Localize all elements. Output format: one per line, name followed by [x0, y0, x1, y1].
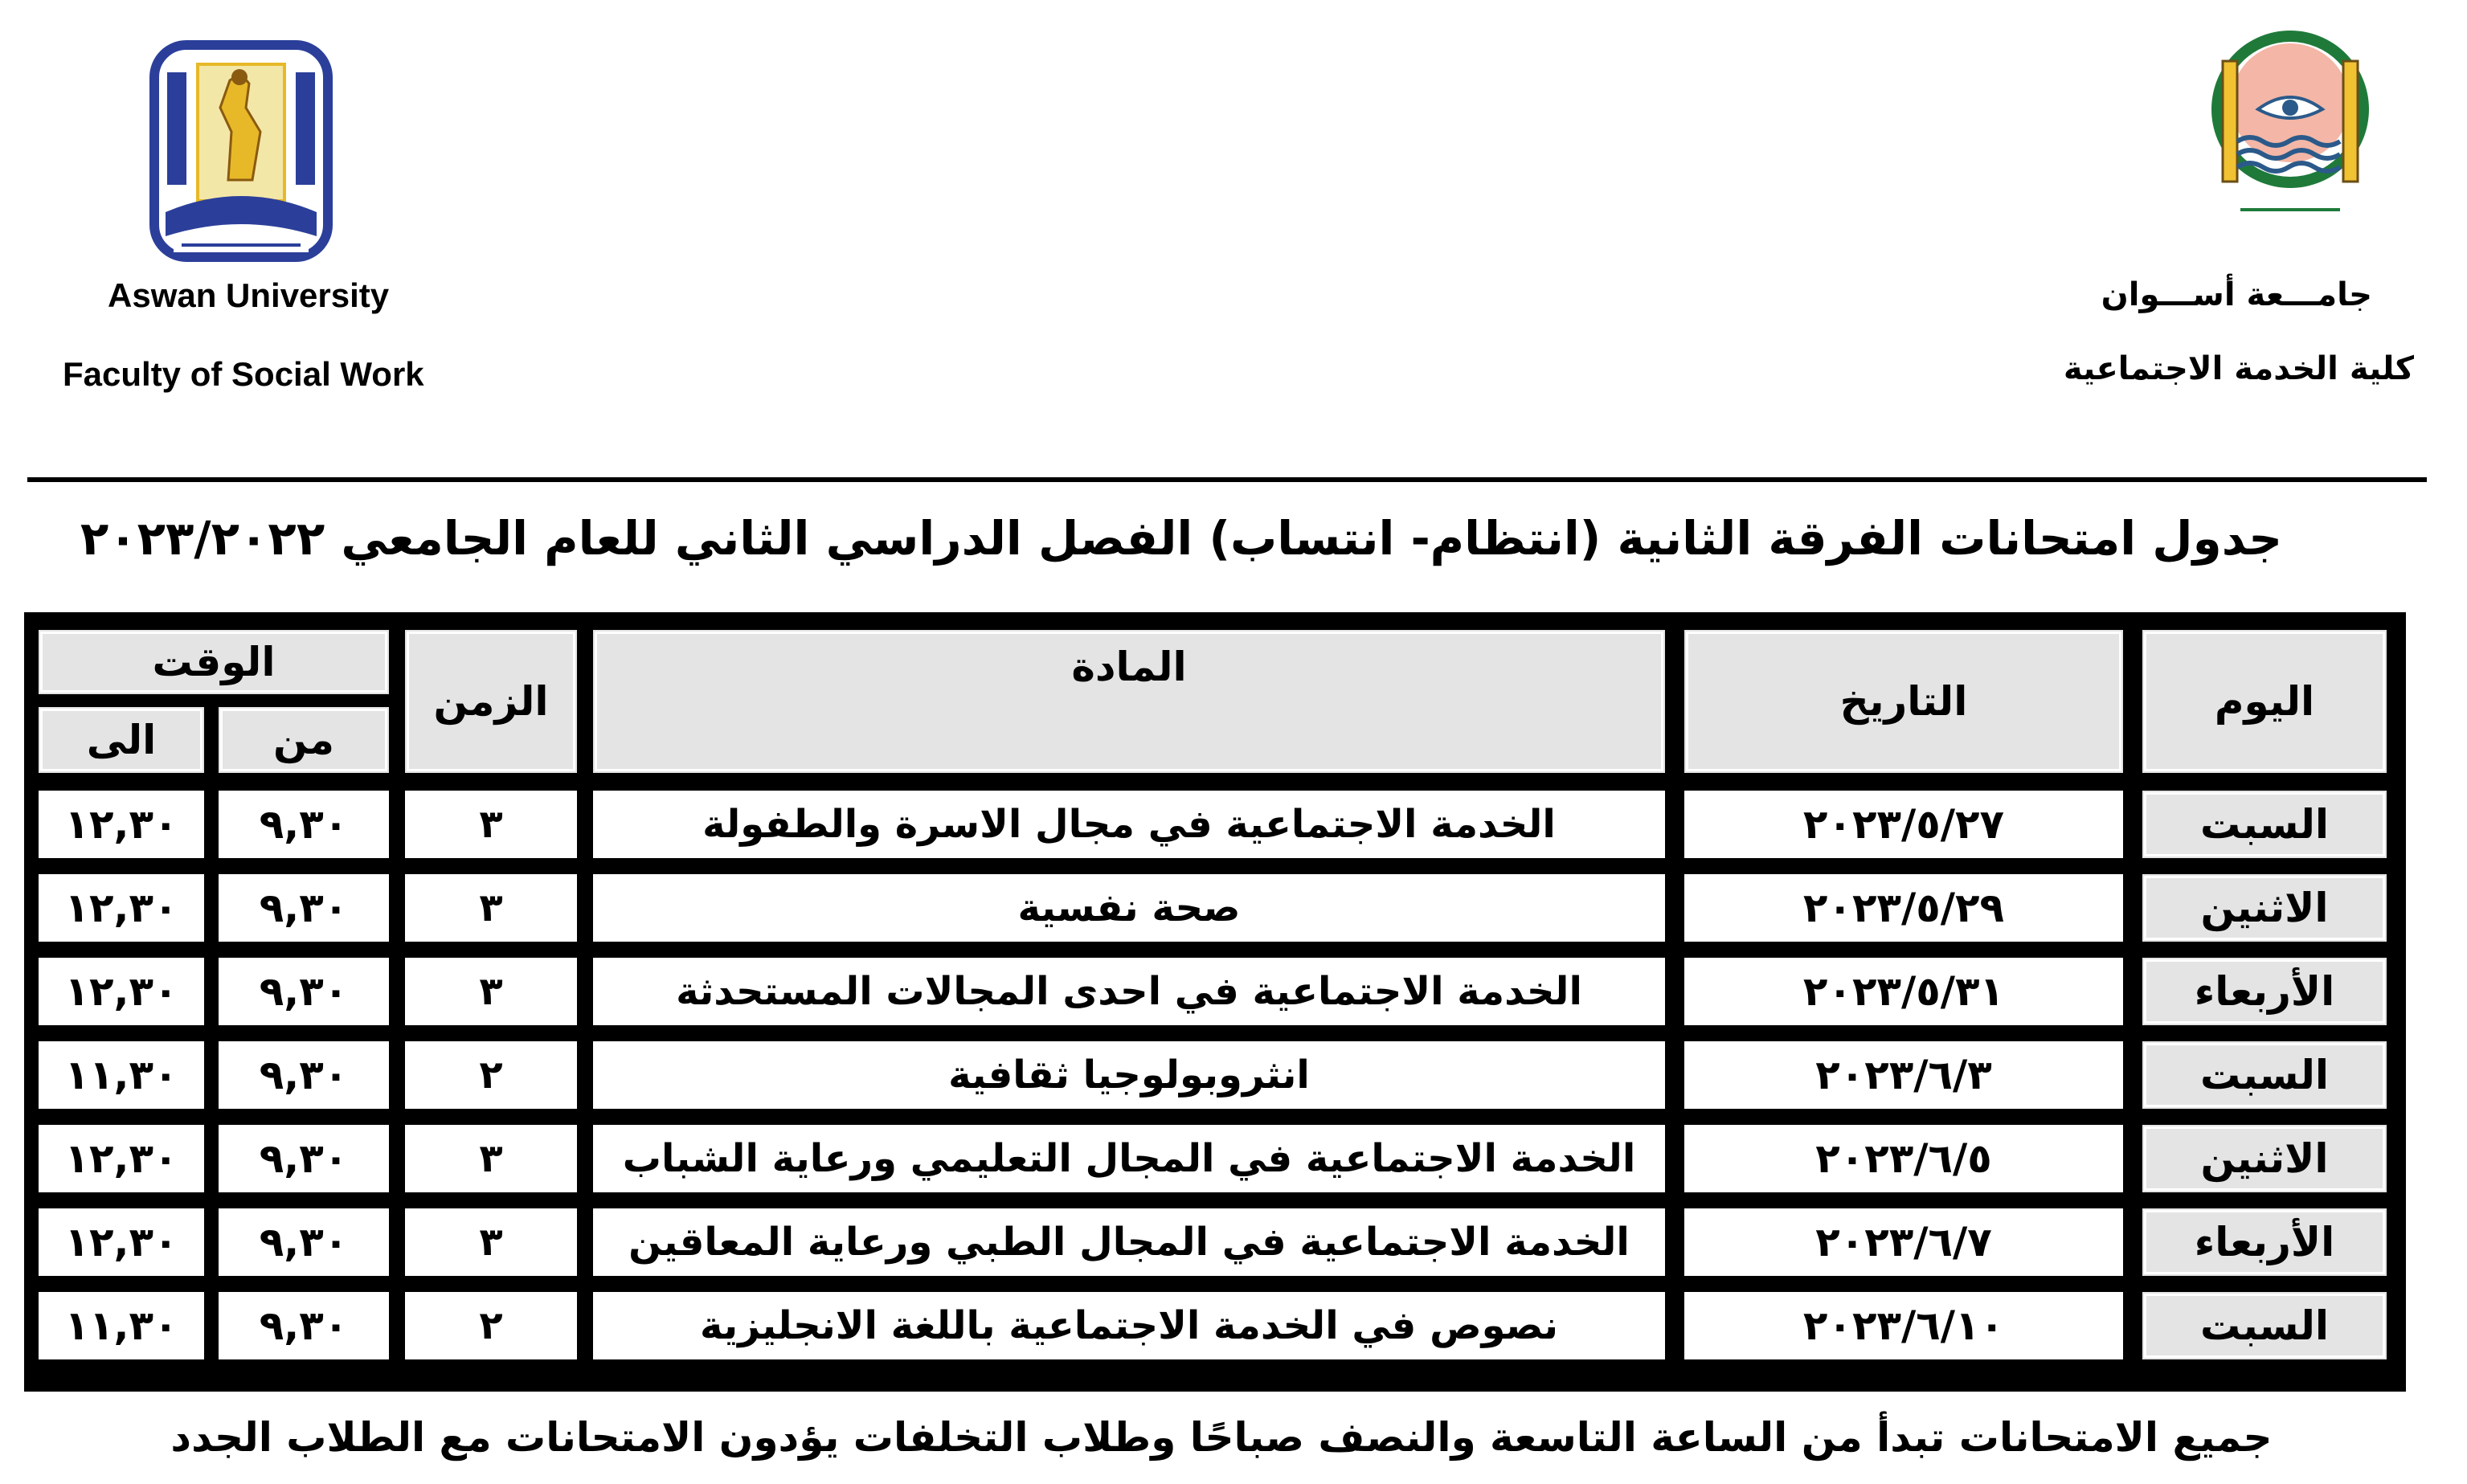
- header-date: التاريخ: [1681, 627, 2126, 776]
- row-5-from: ٩,٣٠: [215, 1122, 392, 1196]
- aswan-university-logo: [2205, 13, 2375, 231]
- row-5-duration: ٣: [402, 1122, 580, 1196]
- row-2-date: ٢٠٢٣/٥/٢٩: [1681, 871, 2126, 945]
- row-3-date: ٢٠٢٣/٥/٣١: [1681, 955, 2126, 1028]
- row-1-date: ٢٠٢٣/٥/٢٧: [1681, 787, 2126, 861]
- row-2-day: الاثنين: [2139, 871, 2390, 945]
- row-4-date: ٢٠٢٣/٦/٣: [1681, 1038, 2126, 1112]
- row-1-day: السبت: [2139, 787, 2390, 861]
- footer-note: جميع الامتحانات تبدأ من الساعة التاسعة والنصف صباحًا وطلاب التخلفات يؤدون الامتحانات مع الطلاب الجدد: [170, 1414, 2273, 1461]
- row-5-date: ٢٠٢٣/٦/٥: [1681, 1122, 2126, 1196]
- university-name-en: Aswan University: [108, 276, 390, 314]
- row-2-subject: صحة نفسية: [590, 871, 1668, 945]
- row-4-to: ١١,٣٠: [35, 1038, 207, 1112]
- exam-schedule-table: [24, 612, 2406, 1392]
- row-1-to: ١٢,٣٠: [35, 787, 207, 861]
- row-6-to: ١٢,٣٠: [35, 1205, 207, 1279]
- header-day: اليوم: [2139, 627, 2390, 776]
- university-name-ar: جامـــعة أســـوان: [2101, 276, 2372, 313]
- row-2-to: ١٢,٣٠: [35, 871, 207, 945]
- row-5-day: الاثنين: [2139, 1122, 2390, 1196]
- row-2-duration: ٣: [402, 871, 580, 945]
- row-7-duration: ٢: [402, 1289, 580, 1363]
- row-5-to: ١٢,٣٠: [35, 1122, 207, 1196]
- row-1-subject: الخدمة الاجتماعية في مجال الاسرة والطفولة: [590, 787, 1668, 861]
- row-3-day: الأربعاء: [2139, 955, 2390, 1028]
- page-title: جدول امتحانات الفرقة الثانية (انتظام- انتساب) الفصل الدراسي الثاني للعام الجامعي ٢٠٢٣/٢٠٢٢: [80, 511, 2282, 566]
- header-subject: المادة: [590, 627, 1668, 776]
- row-2-from: ٩,٣٠: [215, 871, 392, 945]
- row-7-from: ٩,٣٠: [215, 1289, 392, 1363]
- header-duration: الزمن: [402, 627, 580, 776]
- faculty-name-ar: كلية الخدمة الاجتماعية: [2063, 350, 2414, 387]
- row-3-to: ١٢,٣٠: [35, 955, 207, 1028]
- row-1-from: ٩,٣٠: [215, 787, 392, 861]
- row-1-duration: ٣: [402, 787, 580, 861]
- faculty-logo: [149, 40, 333, 262]
- row-3-from: ٩,٣٠: [215, 955, 392, 1028]
- header-to: الى: [35, 704, 207, 776]
- row-4-day: السبت: [2139, 1038, 2390, 1112]
- row-6-from: ٩,٣٠: [215, 1205, 392, 1279]
- row-4-subject: انثروبولوجيا ثقافية: [590, 1038, 1668, 1112]
- row-3-subject: الخدمة الاجتماعية في احدى المجالات المستحدثة: [590, 955, 1668, 1028]
- header-from: من: [215, 704, 392, 776]
- row-4-duration: ٢: [402, 1038, 580, 1112]
- row-7-date: ٢٠٢٣/٦/١٠: [1681, 1289, 2126, 1363]
- faculty-name-en: Faculty of Social Work: [63, 355, 424, 393]
- row-5-subject: الخدمة الاجتماعية في المجال التعليمي ورعاية الشباب: [590, 1122, 1668, 1196]
- row-4-from: ٩,٣٠: [215, 1038, 392, 1112]
- row-6-date: ٢٠٢٣/٦/٧: [1681, 1205, 2126, 1279]
- row-7-day: السبت: [2139, 1289, 2390, 1363]
- header-divider: [27, 477, 2427, 482]
- row-6-duration: ٣: [402, 1205, 580, 1279]
- row-7-to: ١١,٣٠: [35, 1289, 207, 1363]
- row-6-subject: الخدمة الاجتماعية في المجال الطبي ورعاية المعاقين: [590, 1205, 1668, 1279]
- row-7-subject: نصوص في الخدمة الاجتماعية باللغة الانجليزية: [590, 1289, 1668, 1363]
- header-time: الوقت: [35, 627, 392, 697]
- row-6-day: الأربعاء: [2139, 1205, 2390, 1279]
- row-3-duration: ٣: [402, 955, 580, 1028]
